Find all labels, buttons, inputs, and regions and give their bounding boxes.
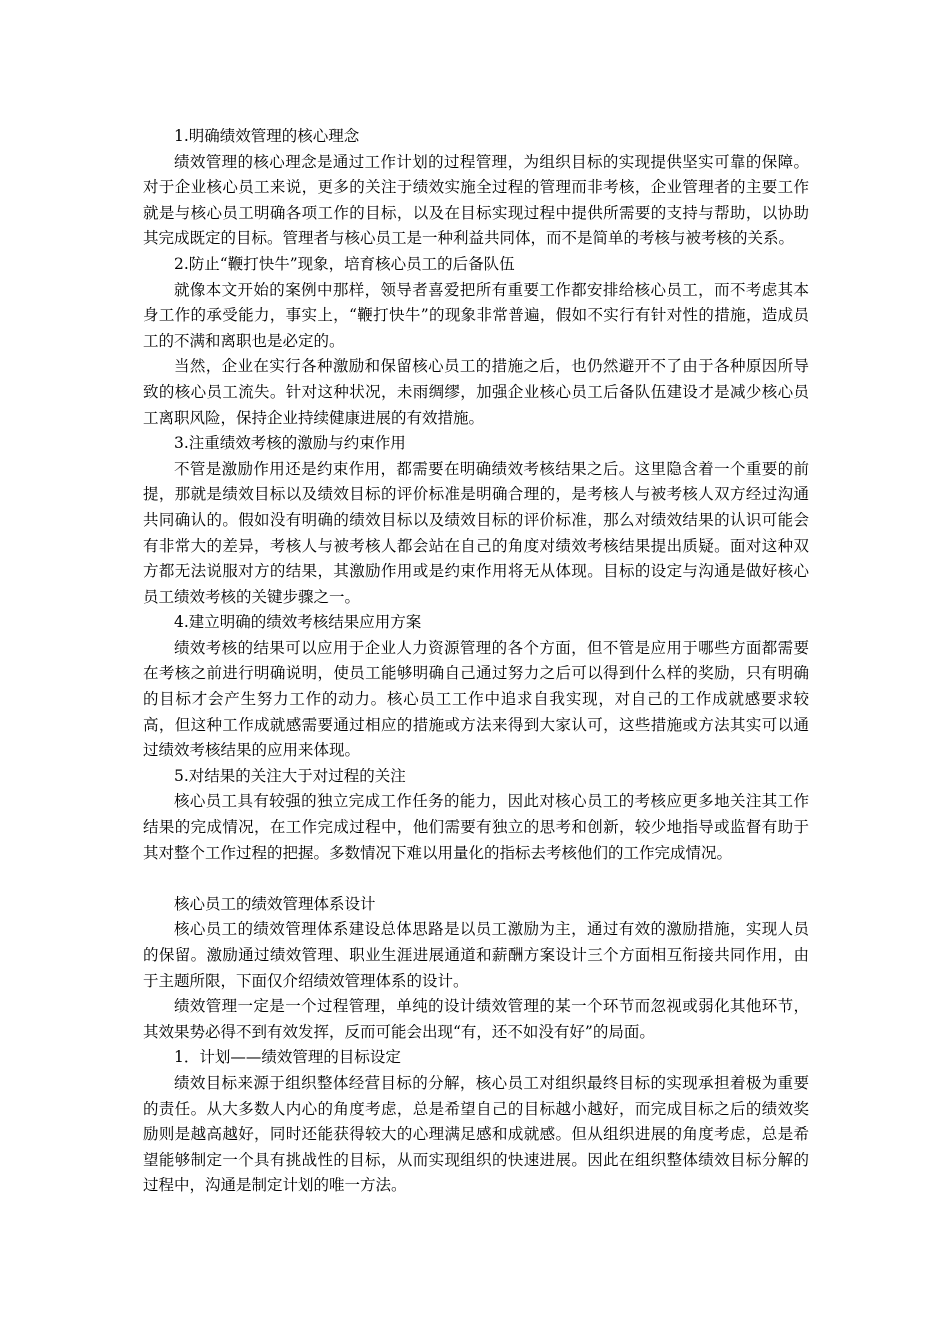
body-paragraph: 绩效管理一定是一个过程管理，单纯的设计绩效管理的某一个环节而忽视或弱化其他环节，其效果势必得不到有效发挥，反而可能会出现“有，还不如没有好”的局面。 bbox=[143, 997, 809, 1041]
section-heading: 4.建立明确的绩效考核结果应用方案 bbox=[174, 613, 422, 632]
section-heading: 3.注重绩效考核的激励与约束作用 bbox=[174, 434, 406, 453]
body-paragraph: 就像本文开始的案例中那样，领导者喜爱把所有重要工作都安排给核心员工，而不考虑其本身工作的承受能力，事实上，“鞭打快牛”的现象非常普遍，假如不实行有针对性的措施，造成员工的不满和离职也是必定的。 bbox=[143, 280, 809, 350]
section-heading: 核心员工的绩效管理体系设计 bbox=[174, 894, 376, 913]
document-body bbox=[143, 124, 809, 1199]
section-heading: 1.明确绩效管理的核心理念 bbox=[174, 127, 360, 145]
section-heading: 1．计划——绩效管理的目标设定 bbox=[174, 1048, 401, 1067]
body-paragraph: 核心员工具有较强的独立完成工作任务的能力，因此对核心员工的考核应更多地关注其工作结果的完成情况，在工作完成过程中，他们需要有独立的思考和创新，较少地指导或监督有助于其对整个工作过程的把握。多数情况下难以用量化的指标去考核他们的工作完成情况。 bbox=[143, 792, 809, 862]
section-heading: 5.对结果的关注大于对过程的关注 bbox=[174, 766, 406, 785]
body-paragraph: 绩效考核的结果可以应用于企业人力资源管理的各个方面，但不管是应用于哪些方面都需要在考核之前进行明确说明，使员工能够明确自己通过努力之后可以得到什么样的奖励，只有明确的目标才会产生努力工作的动力。核心员工工作中追求自我实现，对自己的工作成就感要求较高，但这种工作成就感需要通过相应的措施或方法来得到大家认可，这些措施或方法其实可以通过绩效考核结果的应用来体现。 bbox=[143, 638, 809, 760]
section-heading: 2.防止“鞭打快牛”现象，培育核心员工的后备队伍 bbox=[174, 254, 515, 273]
body-paragraph: 核心员工的绩效管理体系建设总体思路是以员工激励为主，通过有效的激励措施，实现人员的保留。激励通过绩效管理、职业生涯进展通道和薪酬方案设计三个方面相互衔接共同作用，由于主题所限，下面仅介绍绩效管理体系的设计。 bbox=[143, 920, 809, 990]
body-paragraph: 绩效管理的核心理念是通过工作计划的过程管理，为组织目标的实现提供坚实可靠的保障。对于企业核心员工来说，更多的关注于绩效实施全过程的管理而非考核，企业管理者的主要工作就是与核心员工明确各项工作的目标，以及在目标实现过程中提供所需要的支持与帮助，以协助其完成既定的目标。管理者与核心员工是一种利益共同体，而不是简单的考核与被考核的关系。 bbox=[143, 152, 809, 248]
body-paragraph: 不管是激励作用还是约束作用，都需要在明确绩效考核结果之后。这里隐含着一个重要的前提，那就是绩效目标以及绩效目标的评价标准是明确合理的，是考核人与被考核人双方经过沟通共同确认的。假如没有明确的绩效目标以及绩效目标的评价标准，那么对绩效结果的认识可能会有非常大的差异，考核人与被考核人都会站在自己的角度对绩效考核结果提出质疑。面对这种双方都无法说服对方的结果，其激励作用或是约束作用将无从体现。目标的设定与沟通是做好核心员工绩效考核的关键步骤之一。 bbox=[143, 459, 809, 606]
blank-line bbox=[143, 866, 809, 892]
body-paragraph: 当然，企业在实行各种激励和保留核心员工的措施之后，也仍然避开不了由于各种原因所导致的核心员工流失。针对这种状况，未雨绸缪，加强企业核心员工后备队伍建设才是减少核心员工离职风险，保持企业持续健康进展的有效措施。 bbox=[143, 357, 809, 427]
body-paragraph: 绩效目标来源于组织整体经营目标的分解，核心员工对组织最终目标的实现承担着极为重要的责任。从大多数人内心的角度考虑，总是希望自己的目标越小越好，而完成目标之后的绩效奖励则是越高越好，同时还能获得较大的心理满足感和成就感。但从组织进展的角度考虑，总是希望能够制定一个具有挑战性的目标，从而实现组织的快速进展。因此在组织整体绩效目标分解的过程中，沟通是制定计划的唯一方法。 bbox=[143, 1073, 809, 1195]
